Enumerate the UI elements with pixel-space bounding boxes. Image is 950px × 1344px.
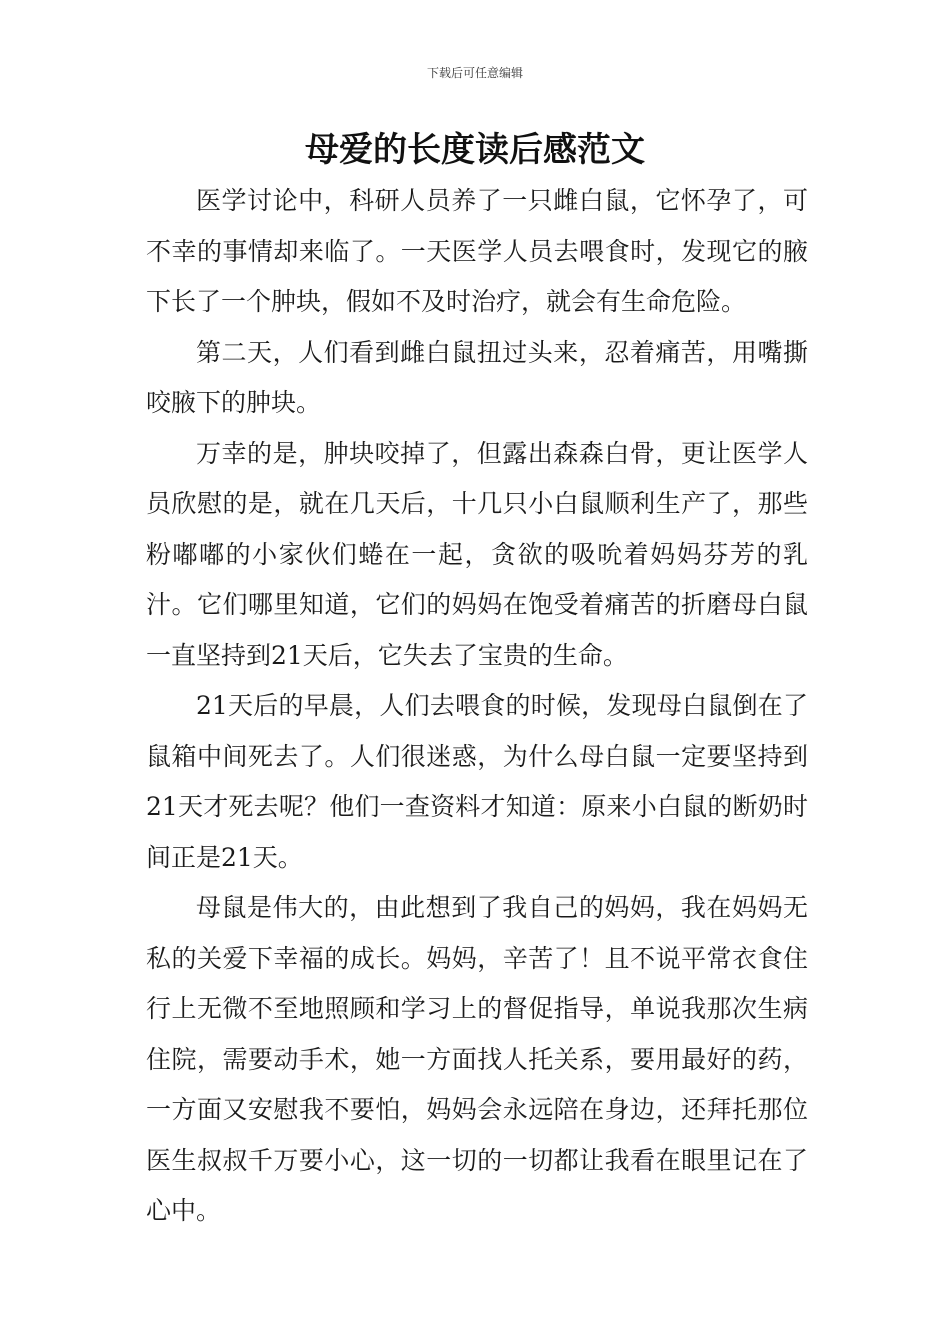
paragraph-4: 21天后的早晨，人们去喂食的时候，发现母白鼠倒在了鼠箱中间死去了。人们很迷惑，为什么母白鼠一定要坚持到21天才死去呢？他们一查资料才知道：原来小白鼠的断奶时间正是21天。 bbox=[146, 691, 808, 872]
paragraph-2: 第二天，人们看到雌白鼠扭过头来，忍着痛苦，用嘴撕咬腋下的肿块。 bbox=[146, 337, 808, 417]
article-body bbox=[146, 176, 808, 1237]
paragraph-3: 万幸的是，肿块咬掉了，但露出森森白骨，更让医学人员欣慰的是，就在几天后，十几只小白鼠顺利生产了，那些粉嘟嘟的小家伙们蜷在一起，贪欲的吸吮着妈妈芬芳的乳汁。它们哪里知道，它们的妈妈在饱受着痛苦的折磨母白鼠一直坚持到21天后，它失去了宝贵的生命。 bbox=[146, 438, 808, 670]
paragraph-5: 母鼠是伟大的，由此想到了我自己的妈妈，我在妈妈无私的关爱下幸福的成长。妈妈，辛苦了！且不说平常衣食住行上无微不至地照顾和学习上的督促指导，单说我那次生病住院，需要动手术，她一方面找人托关系，要用最好的药，一方面又安慰我不要怕，妈妈会永远陪在身边，还拜托那位医生叔叔千万要小心，这一切的一切都让我看在眼里记在了心中。 bbox=[146, 893, 808, 1225]
page-title: 母爱的长度读后感范文 bbox=[305, 130, 645, 170]
paragraph-1: 医学讨论中，科研人员养了一只雌白鼠，它怀孕了，可不幸的事情却来临了。一天医学人员去喂食时，发现它的腋下长了一个肿块，假如不及时治疗，就会有生命危险。 bbox=[146, 186, 808, 316]
header-note: 下载后可任意编辑 bbox=[426, 66, 523, 80]
